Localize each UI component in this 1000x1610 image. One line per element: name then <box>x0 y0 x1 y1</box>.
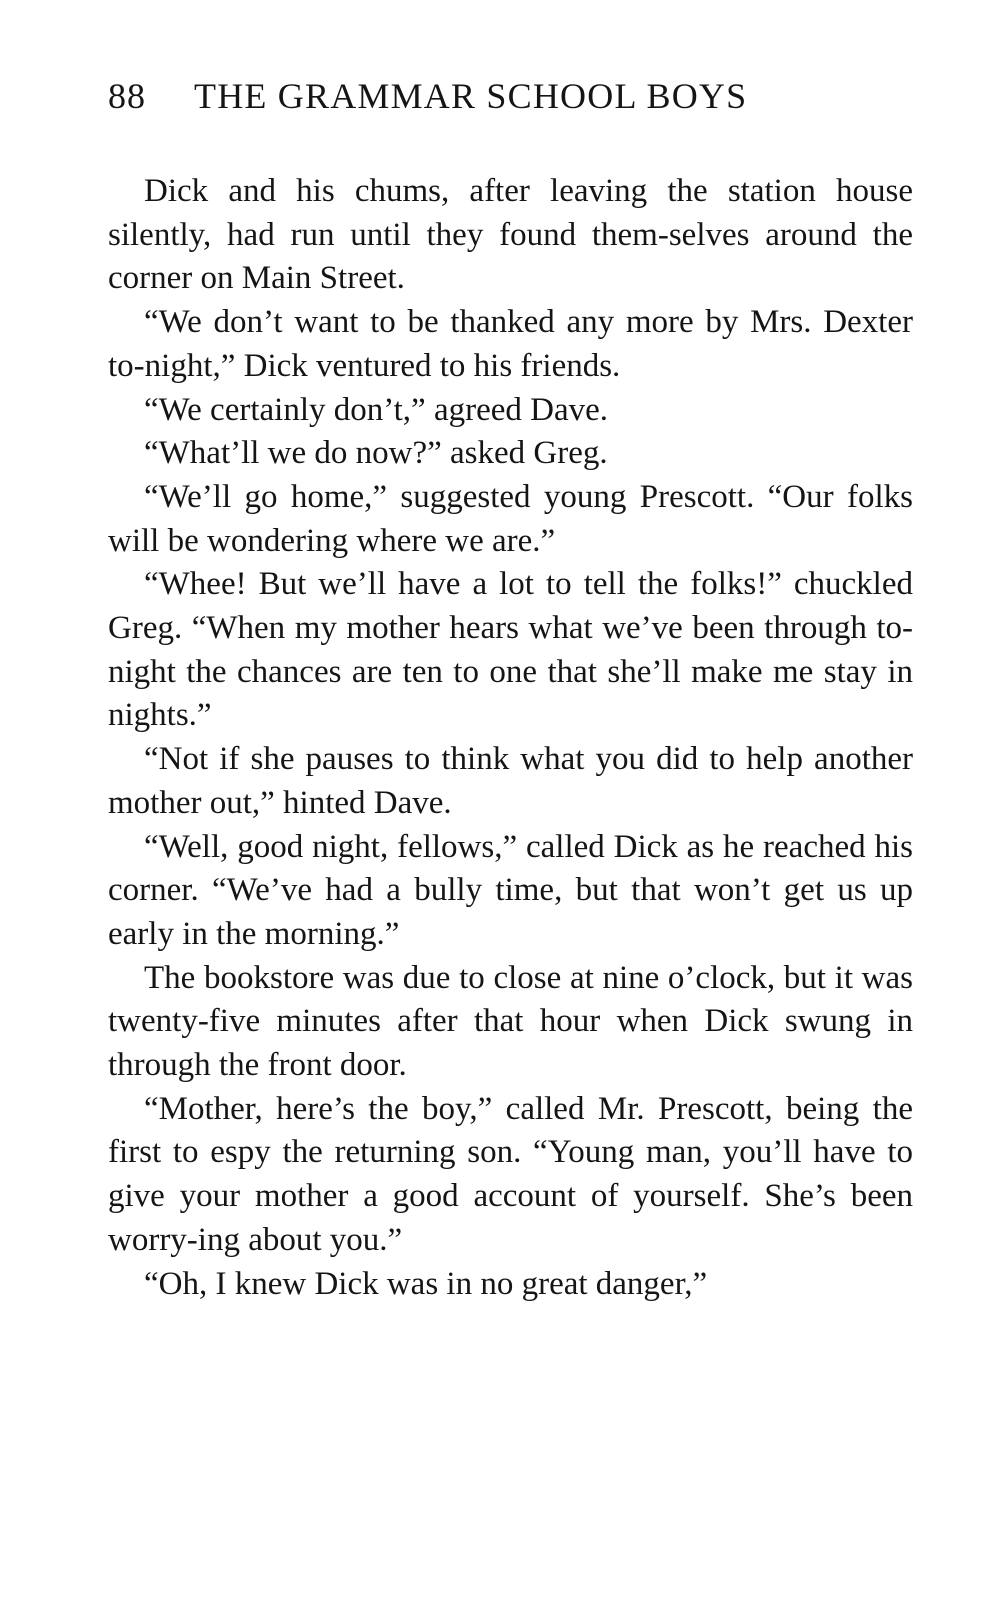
paragraph: The bookstore was due to close at nine o’clock, but it was twenty-five minutes after that hour when Dick swung in through the front door. <box>108 959 913 1084</box>
paragraph: “We certainly don’t,” agreed Dave. <box>144 391 608 428</box>
paragraph: “What’ll we do now?” asked Greg. <box>144 435 608 472</box>
paragraph: “We’ll go home,” suggested young Prescott. “Our folks will be wondering where we are.” <box>108 478 913 559</box>
paragraph: “We don’t want to be thanked any more by Mrs. Dexter to-night,” Dick ventured to his friends. <box>108 304 913 384</box>
paragraph: “Whee! But we’ll have a lot to tell the folks!” chuckled Greg. “When my mother hears what we’ve been through to-night the chances are ten to one that she’ll make me stay in nights.” <box>108 566 913 734</box>
body-text <box>108 170 913 1306</box>
paragraph: Dick and his chums, after leaving the station house silently, had run until they found them-selves around the corner on Main Street. <box>108 173 913 297</box>
running-head <box>108 70 913 122</box>
paragraph: “Well, good night, fellows,” called Dick as he reached his corner. “We’ve had a bully time, but that won’t get us up early in the morning.” <box>108 828 913 952</box>
paragraph: “Oh, I knew Dick was in no great danger,” <box>144 1265 708 1302</box>
paragraph: “Not if she pauses to think what you did to help another mother out,” hinted Dave. <box>108 741 913 821</box>
page-number: 88 <box>108 76 146 116</box>
running-head-title: THE GRAMMAR SCHOOL BOYS <box>194 76 748 116</box>
paragraph: “Mother, here’s the boy,” called Mr. Prescott, being the first to espy the returning son. “Young man, you’ll have to give your mother a good account of yourself. She’s been worry-ing about you.” <box>108 1090 913 1258</box>
book-page <box>108 70 913 1306</box>
